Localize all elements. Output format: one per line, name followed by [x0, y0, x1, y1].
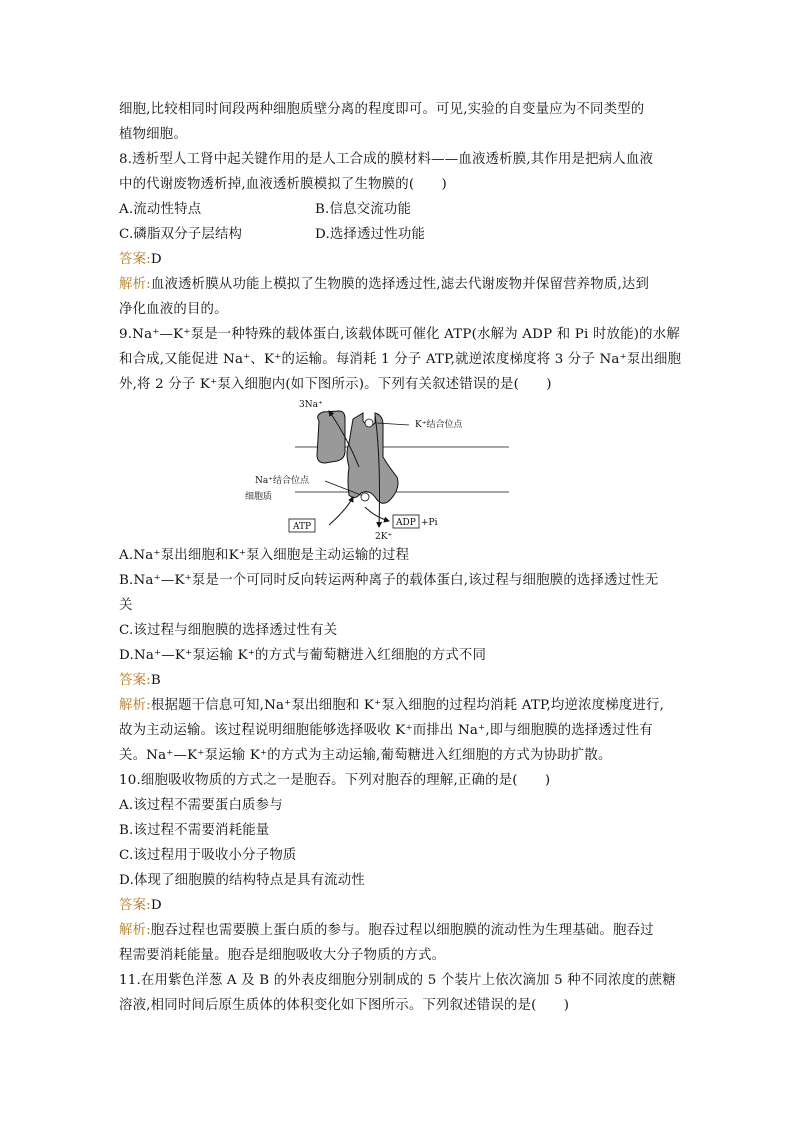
q10-option-b: B.该过程不需要消耗能量 [119, 823, 270, 838]
cytoplasm-label: 细胞质 [245, 492, 273, 502]
intro-line: 细胞,比较相同时间段两种细胞质壁分离的程度即可。可见,实验的自变量应为不同类型的 [119, 102, 645, 117]
answer-value: D [150, 898, 162, 913]
q9-analysis [119, 693, 679, 718]
q9-option-d: D.Na⁺—K⁺泵运输 K⁺的方式与葡萄糖进入红细胞的方式不同 [119, 648, 487, 663]
q9-analysis: 故为主动运输。该过程说明细胞能够选择吸收 K⁺而排出 Na⁺,即与细胞膜的选择透过性有 [119, 723, 653, 738]
q9-analysis: 关。Na⁺—K⁺泵运输 K⁺的方式为主动运输,葡萄糖进入红细胞的方式为协助扩散。 [119, 748, 612, 763]
na-binding-pocket [361, 493, 369, 501]
document-page [119, 97, 682, 1018]
adp-arrow [365, 507, 389, 521]
q10-option-c: C.该过程用于吸收小分子物质 [119, 848, 297, 863]
k-site-label: K⁺结合位点 [415, 420, 463, 430]
analysis-text: 血液透析膜从功能上模拟了生物膜的选择透过性,滤去代谢废物并保留营养物质,达到 [150, 277, 650, 292]
q10-option-d: D.体现了细胞膜的结构特点是具有流动性 [119, 873, 365, 888]
q9-stem: 外,将 2 分子 K⁺泵入细胞内(如下图所示)。下列有关叙述错误的是( ) [119, 377, 552, 392]
q10-option-a: A.该过程不需要蛋白质参与 [119, 798, 283, 813]
pi-label: +Pi [421, 518, 438, 528]
analysis-label: 解析: [119, 923, 151, 938]
q8-stem: 中的代谢废物透析掉,血液透析膜模拟了生物膜的( ) [119, 177, 447, 192]
na-k-pump-figure [119, 397, 679, 543]
q8-analysis: 净化血液的目的。 [119, 302, 228, 317]
q9-option-a: A.Na⁺泵出细胞和K⁺泵入细胞是主动运输的过程 [119, 548, 410, 563]
analysis-label: 解析: [119, 277, 151, 292]
q9-stem: 9.Na⁺—K⁺泵是一种特殊的载体蛋白,该载体既可催化 ATP(水解为 ADP 和 Pi 时放能)的水解 [119, 327, 680, 342]
na-site-label: Na⁺结合位点 [255, 476, 309, 486]
atp-arrow [329, 497, 353, 525]
q8-analysis [119, 272, 679, 297]
q10-answer [119, 893, 679, 918]
k-binding-pocket [365, 419, 373, 427]
answer-label: 答案: [119, 898, 151, 913]
na-out-label: 3Na⁺ [299, 400, 323, 410]
na-k-pump-diagram [245, 397, 519, 543]
atp-label: ATP [293, 522, 312, 532]
answer-label: 答案: [119, 673, 151, 688]
q8-option-c: C.磷脂双分子层结构 [119, 227, 243, 242]
pump-protein [347, 413, 398, 503]
answer-label: 答案: [119, 252, 151, 267]
q10-stem: 10.细胞吸收物质的方式之一是胞吞。下列对胞吞的理解,正确的是( ) [119, 773, 551, 788]
adp-label: ADP [396, 518, 416, 528]
q9-answer [119, 668, 679, 693]
q9-option-c: C.该过程与细胞膜的选择透过性有关 [119, 623, 338, 638]
protein-shape [317, 411, 345, 463]
q9-stem: 和合成,又能促进 Na⁺、K⁺的运输。每消耗 1 分子 ATP,就逆浓度梯度将 3 分子 Na⁺泵出细胞 [119, 352, 682, 367]
q8-option-d: D.选择透过性功能 [315, 227, 426, 242]
q8-options-row [119, 197, 679, 222]
analysis-text: 胞吞过程也需要膜上蛋白质的参与。胞吞过程以细胞膜的流动性为生理基础。胞吞过 [150, 923, 654, 938]
intro-line: 植物细胞。 [119, 127, 187, 142]
q8-stem: 8.透析型人工肾中起关键作用的是人工合成的膜材料——血液透析膜,其作用是把病人血液 [119, 152, 654, 167]
q8-option-a: A.流动性特点 [119, 202, 202, 217]
q9-option-b: 关 [119, 598, 133, 613]
analysis-label: 解析: [119, 698, 151, 713]
q10-analysis: 程需要消耗能量。胞吞是细胞吸收大分子物质的方式。 [119, 948, 446, 963]
q8-answer [119, 247, 679, 272]
q8-option-b: B.信息交流功能 [315, 202, 412, 217]
q9-option-b: B.Na⁺—K⁺泵是一个可同时反向转运两种离子的载体蛋白,该过程与细胞膜的选择透过性无 [119, 573, 659, 588]
q8-options-row [119, 222, 679, 247]
answer-value: B [150, 673, 161, 688]
q11-stem: 11.在用紫色洋葱 A 及 B 的外表皮细胞分别制成的 5 个装片上依次滴加 5 种不同浓度的蔗糖 [119, 973, 676, 988]
analysis-text: 根据题干信息可知,Na⁺泵出细胞和 K⁺泵入细胞的过程均消耗 ATP,均逆浓度梯度进行, [150, 698, 665, 713]
q11-stem: 溶液,相同时间后原生质体的体积变化如下图所示。下列叙述错误的是( ) [119, 998, 570, 1013]
q10-analysis [119, 918, 679, 943]
k-in-label: 2K⁺ [375, 532, 393, 542]
answer-value: D [150, 252, 162, 267]
